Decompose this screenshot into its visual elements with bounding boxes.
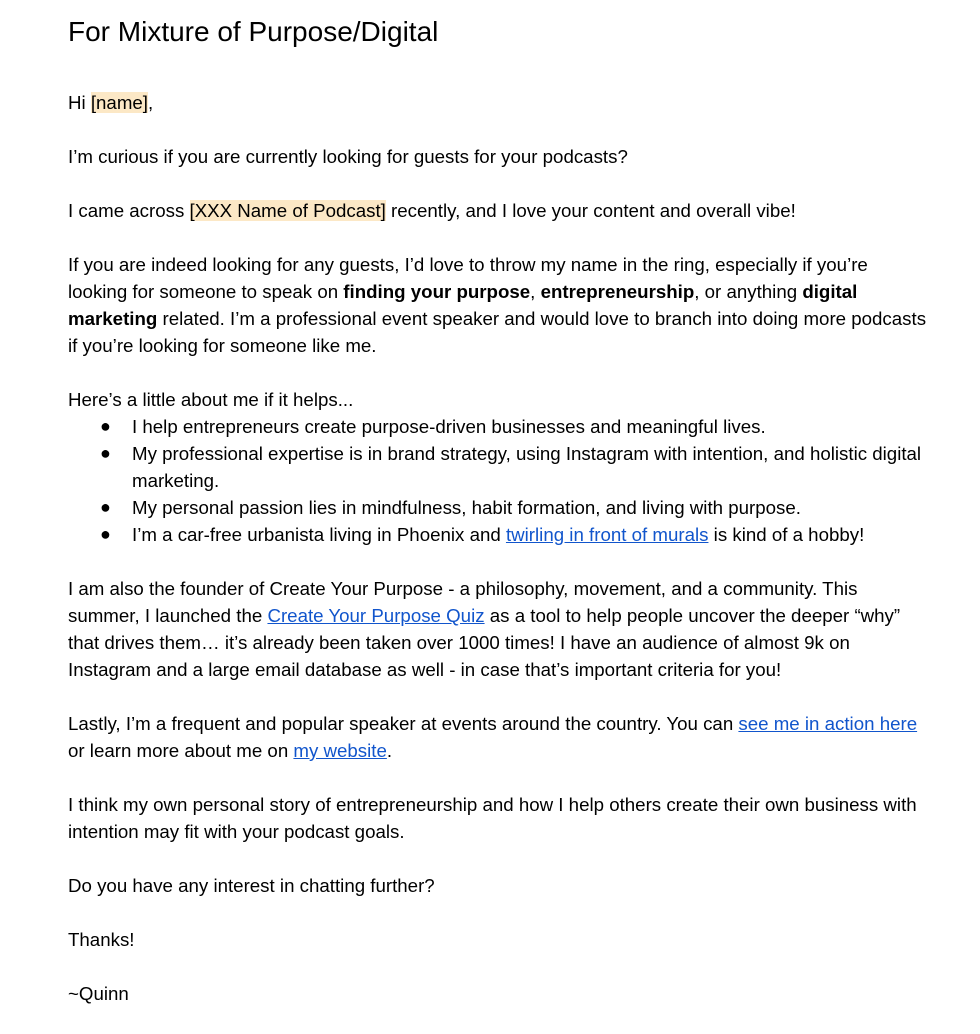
guests-text-1: If you are indeed looking for any guests, I’d love to throw my name in the ring, especially if you’re looking for someone to speak on (68, 254, 868, 302)
guests-text-2: , (530, 281, 541, 302)
list-item-text: I’m a car-free urbanista living in Phoenix and (132, 524, 506, 545)
speaker-text-1: Lastly, I’m a frequent and popular speaker at events around the country. You can (68, 713, 739, 734)
paragraph-came-across (68, 197, 928, 224)
see-me-in-action-link[interactable]: see me in action here (738, 713, 918, 734)
list-item-text: I help entrepreneurs create purpose-driven businesses and meaningful lives. (132, 416, 766, 437)
founder-text-2: as a tool to help people uncover the deeper “why” that drives them… it’s already been taken over 1000 times! I have an audience of almost 9k on Instagram and a large email database as well - in case that’s important criteria for you! (68, 605, 901, 680)
greeting-paragraph (68, 89, 928, 116)
speaker-text-3: . (386, 740, 393, 761)
podcast-name-placeholder: [XXX Name of Podcast] (189, 200, 386, 221)
list-item-text-suffix: is kind of a hobby! (708, 524, 865, 545)
came-across-suffix: recently, and I love your content and overall vibe! (385, 200, 796, 221)
signature: ~Quinn (68, 983, 129, 1004)
topic-entrepreneurship: entrepreneurship (540, 281, 695, 302)
paragraph-founder (68, 575, 928, 683)
guests-text-3: , or anything (694, 281, 803, 302)
paragraph-thanks: Thanks! (68, 929, 135, 950)
paragraph-interest: Do you have any interest in chatting further? (68, 875, 435, 896)
topic-finding-purpose: finding your purpose (343, 281, 531, 302)
came-across-prefix: I came across (68, 200, 190, 221)
list-item-text: My personal passion lies in mindfulness, habit formation, and living with purpose. (132, 497, 801, 518)
founder-text-1: I am also the founder of Create Your Purpose - a philosophy, movement, and a community. This summer, I launched the (68, 578, 858, 626)
document-body (68, 89, 928, 1034)
list-item-text: My professional expertise is in brand strategy, using Instagram with intention, and holistic digital marketing. (132, 443, 922, 491)
about-intro: Here’s a little about me if it helps... (68, 389, 354, 410)
bullet-icon: ● (100, 524, 111, 544)
greeting-prefix: Hi (68, 92, 91, 113)
bullet-icon: ● (100, 497, 111, 517)
paragraph-story: I think my own personal story of entrepreneurship and how I help others create their own business with intention may fit with your podcast goals. (68, 794, 917, 842)
paragraph-curious: I’m curious if you are currently looking for guests for your podcasts? (68, 146, 628, 167)
murals-link[interactable]: twirling in front of murals (505, 524, 709, 545)
about-list (68, 413, 928, 548)
greeting-suffix: , (147, 92, 154, 113)
paragraph-guests (68, 251, 928, 359)
topic-digital-marketing: digital marketing (68, 281, 858, 329)
quiz-link[interactable]: Create Your Purpose Quiz (267, 605, 485, 626)
paragraph-speaker (68, 710, 928, 764)
list-item (100, 494, 928, 521)
guests-text-4: related. I’m a professional event speaker and would love to branch into doing more podcasts if you’re looking for someone like me. (68, 308, 927, 356)
bullet-icon: ● (100, 416, 111, 436)
my-website-link[interactable]: my website (293, 740, 387, 761)
speaker-text-2: or learn more about me on (68, 740, 294, 761)
list-item (100, 440, 928, 494)
document-title: For Mixture of Purpose/Digital (68, 16, 439, 47)
list-item (100, 413, 928, 440)
bullet-icon: ● (100, 443, 111, 463)
list-item (100, 521, 928, 548)
name-placeholder: [name] (90, 92, 148, 113)
